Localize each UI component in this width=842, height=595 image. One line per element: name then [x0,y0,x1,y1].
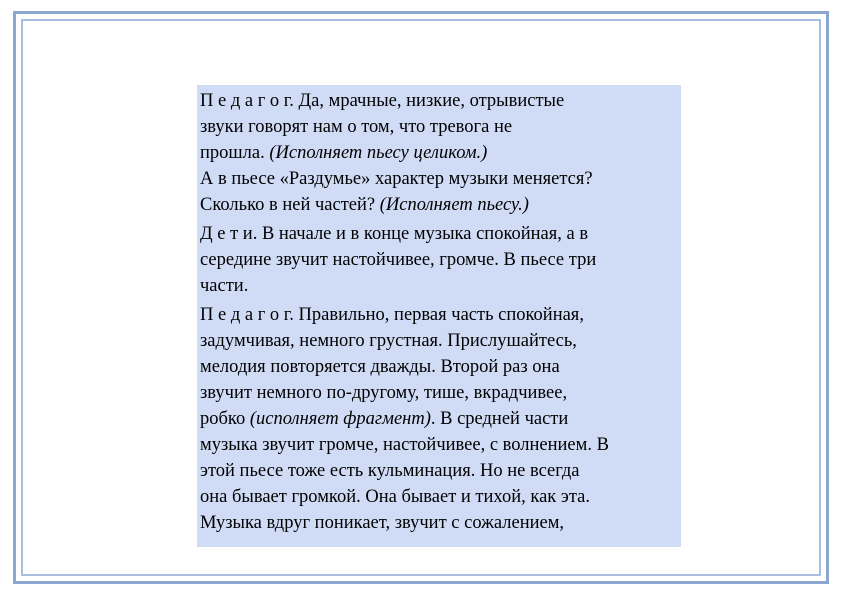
paragraph [200,221,678,299]
text-line [200,354,678,380]
text-run: Д е т и. В начале и в конце музыка спокойная, а в [200,224,589,244]
text-line [200,114,678,140]
text-run: части. [200,276,249,296]
text-run: музыка звучит громче, настойчивее, с волнением. В [200,435,609,455]
text-run: она бывает громкой. Она бывает и тихой, как эта. [200,487,590,507]
text-line [200,432,678,458]
text-run: П е д а г о г. Да, мрачные, низкие, отрывистые [200,91,565,111]
text-run: робко [200,409,250,429]
text-line [200,380,678,406]
text-run: этой пьесе тоже есть кульминация. Но не всегда [200,461,580,481]
text-run: прошла. [200,143,270,163]
text-line [200,247,678,273]
text-run: звучит немного по-другому, тише, вкрадчивее, [200,383,568,403]
text-line [200,406,678,432]
text-line [200,140,678,166]
text-line [200,510,678,536]
text-line [200,221,678,247]
stage-direction-text: (исполняет фрагмент) [249,409,431,429]
text-run: Музыка вдруг поникает, звучит с сожалением, [200,513,565,533]
stage-direction-text: (Исполняет пьесу целиком.) [269,143,488,163]
text-line [200,166,678,192]
text-run: А в пьесе «Раздумье» характер музыки меняется? [200,169,593,189]
text-run: . В средней части [430,409,569,429]
text-run: звуки говорят нам о том, что тревога не [200,117,513,137]
text-run: задумчивая, немного грустная. Прислушайтесь, [200,331,577,351]
text-run: мелодия повторяется дважды. Второй раз она [200,357,560,377]
text-line [200,328,678,354]
text-line [200,302,678,328]
text-line [200,273,678,299]
text-line [200,192,678,218]
paragraph [200,88,678,218]
text-run: П е д а г о г. Правильно, первая часть спокойная, [200,305,584,325]
text-line [200,484,678,510]
text-run: середине звучит настойчивее, громче. В пьесе три [200,250,597,270]
text-run: Сколько в ней частей? [200,195,380,215]
text-line [200,88,678,114]
paragraph [200,302,678,536]
text-line [200,458,678,484]
dialogue-text-block [197,85,681,547]
stage-direction-text: (Исполняет пьесу.) [379,195,529,215]
